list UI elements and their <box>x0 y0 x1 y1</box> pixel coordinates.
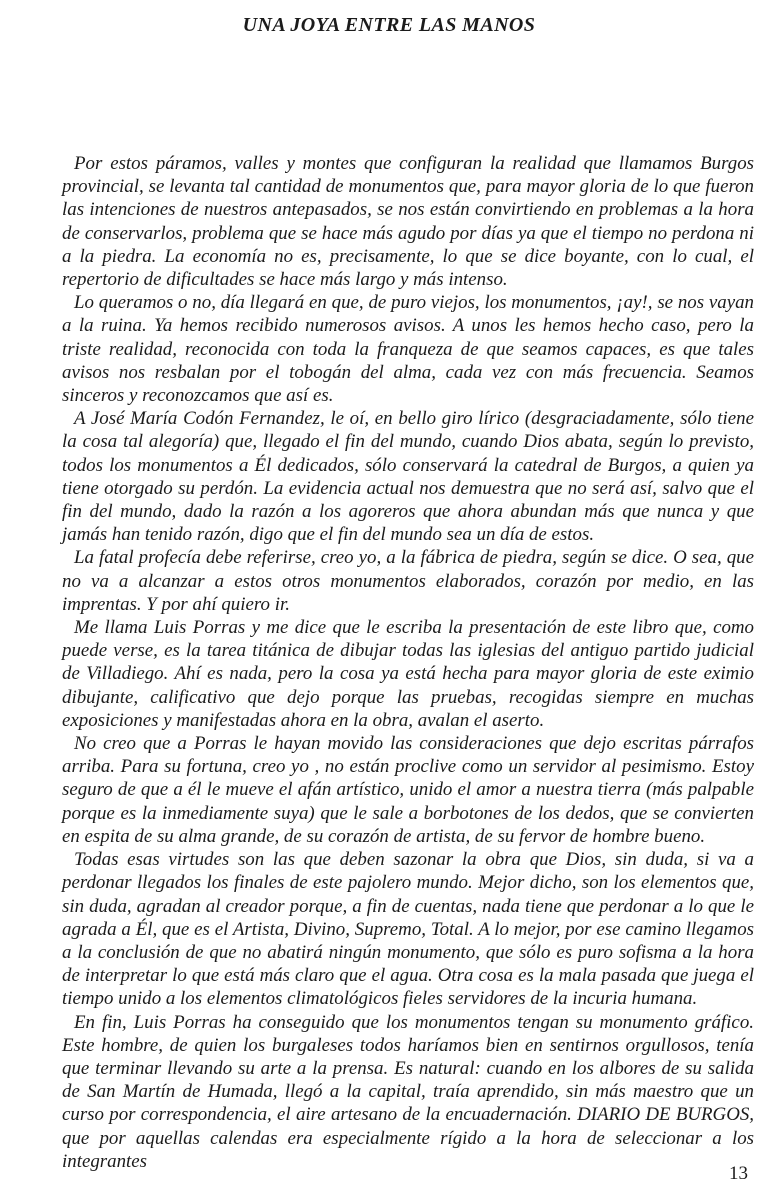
paragraph: La fatal profecía debe referirse, creo yo, a la fábrica de piedra, según se dice. O sea, que no va a alcanzar a estos otros monumentos elaborados, corazón por medio, en las imprentas. Y por ahí quiero ir. <box>62 547 754 615</box>
paragraph: A José María Codón Fernandez, le oí, en bello giro lírico (desgraciadamente, sólo tiene la cosa tal alegoría) que, llegado el fin del mundo, cuando Dios abata, según lo previsto, todos los monumentos a Él dedicados, sólo conservará la catedral de Burgos, a quien ya tiene otorgado su perdón. La evidencia actual nos demuestra que no será así, salvo que el fin del mundo, dado la razón a los agoreros que ahora abundan más que nunca y que jamás han tenido razón, digo que el fin del mundo sea un día de estos. <box>62 408 754 546</box>
page-title: UNA JOYA ENTRE LAS MANOS <box>242 14 536 36</box>
paragraph: Por estos páramos, valles y montes que configuran la realidad que llamamos Burgos provincial, se levanta tal cantidad de monumentos que, para mayor gloria de lo que fueron las intenciones de nuestros antepasados, se nos están convirtiendo en problemas a la hora de conservarlos, problema que se hace más agudo por días ya que el tiempo no perdona ni a la piedra. La economía no es, precisamente, lo que se dice boyante, con lo cual, el repertorio de dificultades se hace más largo y más intenso. <box>62 153 754 291</box>
paragraph: Todas esas virtudes son las que deben sazonar la obra que Dios, sin duda, si va a perdonar llegados los finales de este pajolero mundo. Mejor dicho, son los elementos que, sin duda, agradan al creador porque, a fin de cuentas, nada tiene que perdonar a lo que le agrada a Él, que es el Artista, Divino, Supremo, Total. A lo mejor, por ese camino llegamos a la conclusión de que no abatirá ningún monumento, que sólo es puro sofisma a la hora de interpretar lo que está más claro que el agua. Otra cosa es la mala pasada que juega el tiempo unido a los elementos climatológicos fieles servidores de la incuria humana. <box>62 849 754 1010</box>
paragraph: Lo queramos o no, día llegará en que, de puro viejos, los monumentos, ¡ay!, se nos vayan a la ruina. Ya hemos recibido numerosos avisos. A unos les hemos hecho caso, pero la triste realidad, reconocida con toda la franqueza de que seamos capaces, es que tales avisos nos resbalan por el tobogán del alma, cada vez con más frecuencia. Seamos sinceros y reconozcamos que así es. <box>62 292 754 407</box>
body-text <box>62 152 754 1173</box>
paragraph: No creo que a Porras le hayan movido las consideraciones que dejo escritas párrafos arriba. Para su fortuna, creo yo , no están proclive como un servidor al pesimismo. Estoy seguro de que a él le mueve el afán artístico, unido el amor a nuestra tierra (más palpable porque es la inmediamente suya) que le sale a borbotones de los dedos, que se convierten en espita de su alma grande, de su corazón de artista, de su fervor de hombre bueno. <box>62 733 754 847</box>
page-number: 13 <box>729 1163 748 1184</box>
paragraph: Me llama Luis Porras y me dice que le escriba la presentación de este libro que, como puede verse, es la tarea titánica de dibujar todas las iglesias del antiguo partido judicial de Villadiego. Ahí es nada, pero la cosa ya está hecha para mayor gloria de este eximio dibujante, calificativo que dejo porque las pruebas, recogidas siempre en muchas exposiciones y manifestadas ahora en la obra, avalan el aserto. <box>62 617 754 731</box>
paragraph: En fin, Luis Porras ha conseguido que los monumentos tengan su monumento gráfico. Este hombre, de quien los burgaleses todos haríamos bien en sentirnos orgullosos, tenía que terminar llevando su arte a la prensa. Es natural: cuando en los albores de su salida de San Martín de Humada, llegó a la capital, traía aprendido, sin más maestro que un curso por correspondencia, el aire artesano de la encuadernación. DIARIO DE BURGOS, que por aquellas calendas era especialmente rígido a la hora de seleccionar a los integrantes <box>62 1011 754 1172</box>
